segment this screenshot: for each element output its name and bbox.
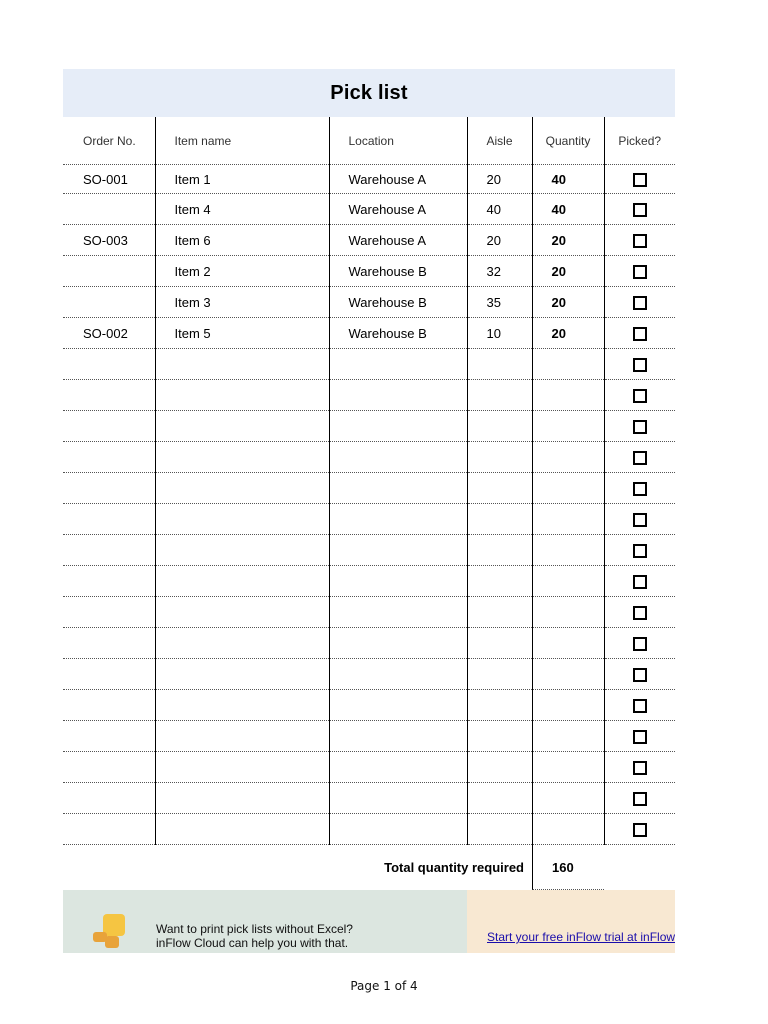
item-cell xyxy=(155,597,329,628)
table-row xyxy=(63,287,675,318)
picked-cell xyxy=(604,535,675,566)
aisle-cell xyxy=(467,659,532,690)
order-cell: SO-002 xyxy=(63,318,155,349)
item-cell xyxy=(155,380,329,411)
table-row xyxy=(63,349,675,380)
order-cell xyxy=(63,566,155,597)
aisle-cell xyxy=(467,349,532,380)
quantity-cell xyxy=(532,721,604,752)
picked-checkbox[interactable] xyxy=(633,389,647,403)
quantity-cell: 20 xyxy=(532,225,604,256)
promo-line-1: Want to print pick lists without Excel? xyxy=(156,922,353,936)
location-cell xyxy=(329,597,467,628)
table-row xyxy=(63,721,675,752)
picked-cell xyxy=(604,225,675,256)
quantity-cell: 40 xyxy=(532,165,604,194)
title-band xyxy=(63,69,675,117)
picked-cell xyxy=(604,380,675,411)
promo-banner xyxy=(63,890,675,953)
aisle-cell xyxy=(467,628,532,659)
picked-checkbox[interactable] xyxy=(633,327,647,341)
quantity-cell xyxy=(532,504,604,535)
picked-cell xyxy=(604,442,675,473)
picked-checkbox[interactable] xyxy=(633,265,647,279)
aisle-cell xyxy=(467,783,532,814)
location-cell xyxy=(329,783,467,814)
header-row xyxy=(63,117,675,165)
picked-checkbox[interactable] xyxy=(633,761,647,775)
total-row xyxy=(63,845,675,890)
picked-checkbox[interactable] xyxy=(633,482,647,496)
promo-line-2: inFlow Cloud can help you with that. xyxy=(156,936,349,950)
aisle-cell xyxy=(467,411,532,442)
picked-cell xyxy=(604,814,675,845)
aisle-cell xyxy=(467,597,532,628)
page-number: Page 1 of 4 xyxy=(350,979,418,993)
aisle-cell xyxy=(467,473,532,504)
location-cell xyxy=(329,814,467,845)
column-header-order: Order No. xyxy=(63,117,155,165)
quantity-cell xyxy=(532,783,604,814)
promo-left-panel xyxy=(63,890,467,953)
table-row xyxy=(63,442,675,473)
table-row xyxy=(63,504,675,535)
table-row xyxy=(63,194,675,225)
table-row xyxy=(63,783,675,814)
picked-cell xyxy=(604,690,675,721)
item-cell: Item 6 xyxy=(155,225,329,256)
picked-checkbox[interactable] xyxy=(633,637,647,651)
item-cell xyxy=(155,752,329,783)
location-cell xyxy=(329,659,467,690)
picked-cell xyxy=(604,597,675,628)
location-cell xyxy=(329,380,467,411)
quantity-cell xyxy=(532,442,604,473)
table-row xyxy=(63,690,675,721)
table-row xyxy=(63,535,675,566)
order-cell xyxy=(63,287,155,318)
picked-checkbox[interactable] xyxy=(633,730,647,744)
order-cell xyxy=(63,659,155,690)
picked-checkbox[interactable] xyxy=(633,358,647,372)
picked-cell xyxy=(604,256,675,287)
picked-cell xyxy=(604,566,675,597)
quantity-cell xyxy=(532,411,604,442)
order-cell xyxy=(63,628,155,659)
picked-checkbox[interactable] xyxy=(633,575,647,589)
quantity-cell: 20 xyxy=(532,287,604,318)
picked-cell xyxy=(604,752,675,783)
quantity-cell xyxy=(532,814,604,845)
location-cell xyxy=(329,473,467,504)
picked-checkbox[interactable] xyxy=(633,173,647,187)
item-cell xyxy=(155,473,329,504)
aisle-cell: 40 xyxy=(467,194,532,225)
picked-checkbox[interactable] xyxy=(633,234,647,248)
item-cell: Item 4 xyxy=(155,194,329,225)
item-cell: Item 5 xyxy=(155,318,329,349)
table-row xyxy=(63,225,675,256)
inflow-logo-icon xyxy=(93,914,127,954)
quantity-cell xyxy=(532,535,604,566)
page-title: Pick list xyxy=(330,81,408,104)
table-row xyxy=(63,814,675,845)
item-cell xyxy=(155,535,329,566)
table-row xyxy=(63,473,675,504)
promo-right-panel xyxy=(467,890,675,953)
table-row xyxy=(63,380,675,411)
order-cell: SO-003 xyxy=(63,225,155,256)
location-cell xyxy=(329,752,467,783)
location-cell xyxy=(329,442,467,473)
quantity-cell xyxy=(532,473,604,504)
picked-checkbox[interactable] xyxy=(633,699,647,713)
table-body xyxy=(63,165,675,845)
aisle-cell xyxy=(467,504,532,535)
item-cell xyxy=(155,783,329,814)
item-cell: Item 2 xyxy=(155,256,329,287)
aisle-cell xyxy=(467,814,532,845)
item-cell xyxy=(155,566,329,597)
aisle-cell: 10 xyxy=(467,318,532,349)
aisle-cell xyxy=(467,442,532,473)
location-cell xyxy=(329,535,467,566)
picked-cell xyxy=(604,287,675,318)
order-cell xyxy=(63,194,155,225)
aisle-cell xyxy=(467,721,532,752)
location-cell: Warehouse B xyxy=(329,256,467,287)
aisle-cell: 20 xyxy=(467,165,532,194)
order-cell xyxy=(63,597,155,628)
picked-checkbox[interactable] xyxy=(633,513,647,527)
table-row xyxy=(63,256,675,287)
picked-checkbox[interactable] xyxy=(633,544,647,558)
order-cell xyxy=(63,721,155,752)
picked-checkbox[interactable] xyxy=(633,203,647,217)
free-trial-link[interactable]: Start your free inFlow trial at inFlow xyxy=(487,930,675,944)
total-value: 160 xyxy=(532,845,604,890)
column-header-quantity: Quantity xyxy=(532,117,604,165)
picked-cell xyxy=(604,659,675,690)
picked-checkbox[interactable] xyxy=(633,792,647,806)
aisle-cell: 35 xyxy=(467,287,532,318)
item-cell xyxy=(155,442,329,473)
quantity-cell xyxy=(532,597,604,628)
item-cell xyxy=(155,504,329,535)
location-cell: Warehouse B xyxy=(329,287,467,318)
picked-checkbox[interactable] xyxy=(633,823,647,837)
aisle-cell xyxy=(467,566,532,597)
table-row xyxy=(63,165,675,194)
column-header-picked: Picked? xyxy=(604,117,675,165)
item-cell: Item 3 xyxy=(155,287,329,318)
location-cell: Warehouse B xyxy=(329,318,467,349)
location-cell xyxy=(329,349,467,380)
picked-cell xyxy=(604,783,675,814)
quantity-cell xyxy=(532,380,604,411)
location-cell xyxy=(329,504,467,535)
table-row xyxy=(63,597,675,628)
table-row xyxy=(63,752,675,783)
aisle-cell: 20 xyxy=(467,225,532,256)
item-cell: Item 1 xyxy=(155,165,329,194)
table-row xyxy=(63,628,675,659)
item-cell xyxy=(155,411,329,442)
table-row xyxy=(63,411,675,442)
item-cell xyxy=(155,628,329,659)
column-header-aisle: Aisle xyxy=(467,117,532,165)
item-cell xyxy=(155,349,329,380)
item-cell xyxy=(155,814,329,845)
aisle-cell xyxy=(467,690,532,721)
pick-list-sheet xyxy=(63,69,675,953)
location-cell: Warehouse A xyxy=(329,165,467,194)
location-cell xyxy=(329,566,467,597)
order-cell xyxy=(63,783,155,814)
aisle-cell xyxy=(467,380,532,411)
picked-checkbox[interactable] xyxy=(633,606,647,620)
location-cell: Warehouse A xyxy=(329,225,467,256)
item-cell xyxy=(155,690,329,721)
location-cell xyxy=(329,411,467,442)
table-row xyxy=(63,566,675,597)
total-label: Total quantity required xyxy=(384,860,524,875)
item-cell xyxy=(155,659,329,690)
picked-checkbox[interactable] xyxy=(633,296,647,310)
quantity-cell xyxy=(532,690,604,721)
order-cell xyxy=(63,752,155,783)
location-cell xyxy=(329,721,467,752)
order-cell xyxy=(63,690,155,721)
aisle-cell: 32 xyxy=(467,256,532,287)
picked-cell xyxy=(604,504,675,535)
location-cell xyxy=(329,628,467,659)
picked-checkbox[interactable] xyxy=(633,668,647,682)
column-header-location: Location xyxy=(329,117,467,165)
quantity-cell: 20 xyxy=(532,256,604,287)
picked-cell xyxy=(604,349,675,380)
order-cell xyxy=(63,411,155,442)
pick-list-table xyxy=(63,117,675,845)
location-cell: Warehouse A xyxy=(329,194,467,225)
quantity-cell: 20 xyxy=(532,318,604,349)
location-cell xyxy=(329,690,467,721)
quantity-cell: 40 xyxy=(532,194,604,225)
order-cell xyxy=(63,256,155,287)
picked-cell xyxy=(604,721,675,752)
item-cell xyxy=(155,721,329,752)
order-cell: SO-001 xyxy=(63,165,155,194)
order-cell xyxy=(63,814,155,845)
quantity-cell xyxy=(532,349,604,380)
picked-checkbox[interactable] xyxy=(633,420,647,434)
aisle-cell xyxy=(467,752,532,783)
quantity-cell xyxy=(532,752,604,783)
table-row xyxy=(63,318,675,349)
table-row xyxy=(63,659,675,690)
order-cell xyxy=(63,442,155,473)
picked-cell xyxy=(604,411,675,442)
picked-cell xyxy=(604,194,675,225)
quantity-cell xyxy=(532,659,604,690)
order-cell xyxy=(63,504,155,535)
quantity-cell xyxy=(532,566,604,597)
quantity-cell xyxy=(532,628,604,659)
picked-cell xyxy=(604,318,675,349)
picked-cell xyxy=(604,473,675,504)
picked-cell xyxy=(604,628,675,659)
order-cell xyxy=(63,473,155,504)
picked-cell xyxy=(604,165,675,194)
order-cell xyxy=(63,349,155,380)
order-cell xyxy=(63,535,155,566)
picked-checkbox[interactable] xyxy=(633,451,647,465)
aisle-cell xyxy=(467,535,532,566)
order-cell xyxy=(63,380,155,411)
column-header-item: Item name xyxy=(155,117,329,165)
promo-text xyxy=(156,922,353,950)
